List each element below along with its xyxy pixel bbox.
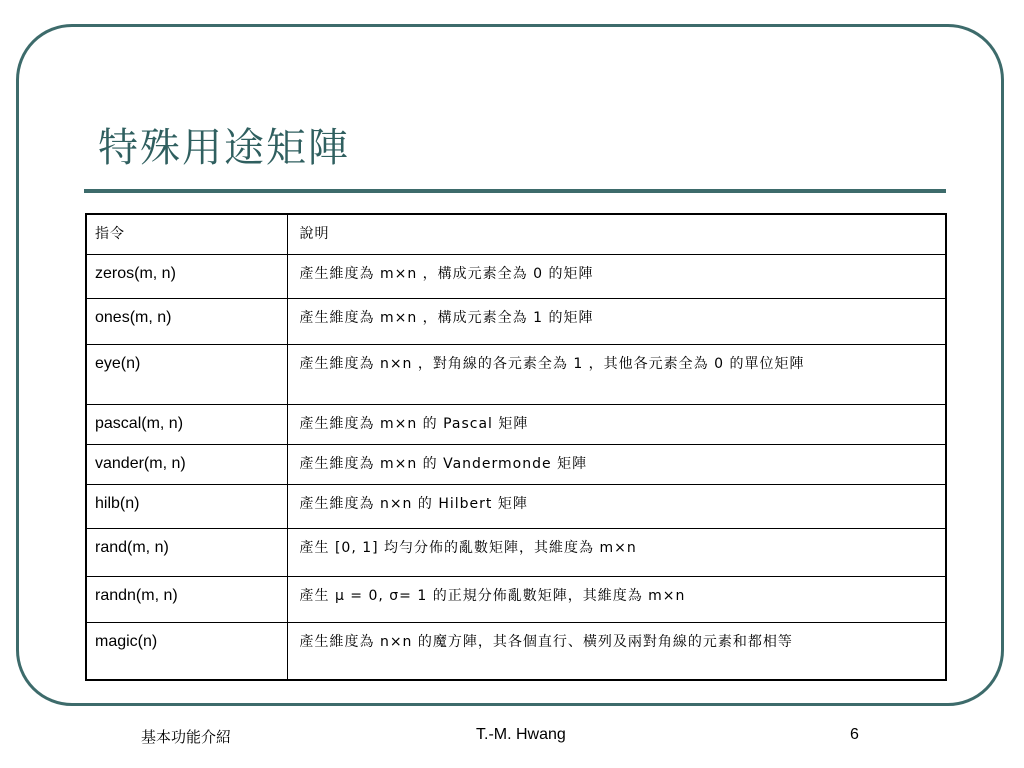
table-row [86,444,946,484]
description-cell: 產生維度為 n×n ，對角線的各元素全為 1 ，其他各元素全為 0 的單位矩陣 [287,344,946,404]
header-description: 說明 [287,214,946,254]
slide-title: 特殊用途矩陣 [98,125,350,171]
table-header-row [86,214,946,254]
table-row [86,622,946,680]
footer-author: T.-M. Hwang [476,726,566,743]
command-cell: magic(n) [86,622,287,680]
command-cell: eye(n) [86,344,287,404]
command-cell: pascal(m, n) [86,404,287,444]
title-underline [84,189,946,193]
table-row [86,576,946,622]
description-cell: 產生維度為 m×n 的 Pascal 矩陣 [287,404,946,444]
description-cell: 產生 [0, 1] 均勻分佈的亂數矩陣，其維度為 m×n [287,528,946,576]
command-cell: vander(m, n) [86,444,287,484]
description-cell: 產生維度為 n×n 的 Hilbert 矩陣 [287,484,946,528]
header-command: 指令 [86,214,287,254]
table-row [86,298,946,344]
footer-section-title: 基本功能介紹 [141,728,232,746]
description-cell: 產生維度為 n×n 的魔方陣，其各個直行、橫列及兩對角線的元素和都相等 [287,622,946,680]
description-cell: 產生維度為 m×n 的 Vandermonde 矩陣 [287,444,946,484]
command-cell: zeros(m, n) [86,254,287,298]
table-row [86,404,946,444]
table-row [86,344,946,404]
table-row [86,484,946,528]
table-row [86,528,946,576]
footer-page-number: 6 [850,726,859,743]
command-cell: hilb(n) [86,484,287,528]
command-cell: rand(m, n) [86,528,287,576]
description-cell: 產生維度為 m×n ，構成元素全為 1 的矩陣 [287,298,946,344]
command-cell: ones(m, n) [86,298,287,344]
description-cell: 產生維度為 m×n ，構成元素全為 0 的矩陣 [287,254,946,298]
description-cell: 產生 μ = 0, σ= 1 的正規分佈亂數矩陣，其維度為 m×n [287,576,946,622]
command-table [85,213,947,681]
table-row [86,254,946,298]
command-cell: randn(m, n) [86,576,287,622]
